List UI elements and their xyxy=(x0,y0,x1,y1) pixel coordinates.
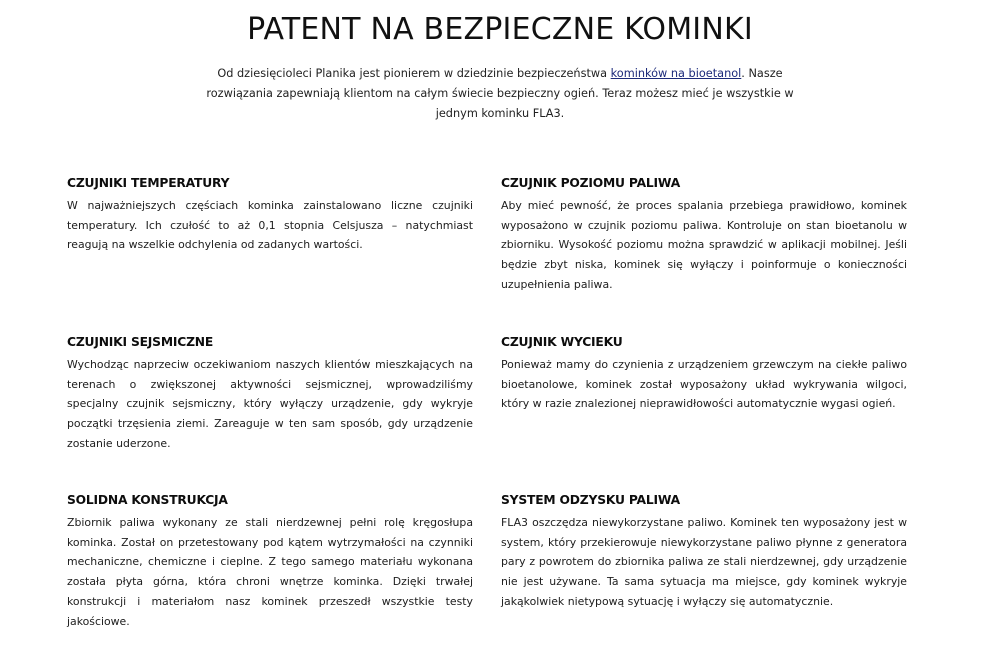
section-heading: CZUJNIKI TEMPERATURY xyxy=(67,176,230,190)
section-heading: SOLIDNA KONSTRUKCJA xyxy=(67,493,228,507)
section-temperature-sensors xyxy=(67,176,473,255)
section-text: Aby mieć pewność, że proces spalania przebiega prawidłowo, kominek wyposażono w czujnik poziomu paliwa. Kontroluje on stan bioetanolu w zbiorniku. Wysokość poziomu można sprawdzić w aplikacji mobilnej. Jeśli będzie zbyt niska, kominek się wyłączy i poinformuje o konieczności uzupełnienia paliwa. xyxy=(501,199,907,291)
intro-paragraph xyxy=(200,64,800,124)
section-text: Wychodząc naprzeciw oczekiwaniom naszych klientów mieszkających na terenach o zwiększonej aktywności sejsmicznej, wprowadziliśmy specjalny czujnik sejsmiczny, który wyłączy urządzenie, gdy wykryje początki trzęsienia ziemi. Zareaguje w ten sam sposób, gdy urządzenie zostanie uderzone. xyxy=(67,358,473,450)
page-title: PATENT NA BEZPIECZNE KOMINKI xyxy=(247,12,753,47)
section-text: W najważniejszych częściach kominka zainstalowano liczne czujniki temperatury. Ich czułość to aż 0,1 stopnia Celsjusza – natychmiast reagują na wszelkie odchylenia od zadanych wartości. xyxy=(67,199,473,252)
section-heading: CZUJNIK WYCIEKU xyxy=(501,335,623,349)
section-text: Ponieważ mamy do czynienia z urządzeniem grzewczym na ciekłe paliwo bioetanolowe, kominek został wyposażony układ wykrywania wilgoci, który w razie znalezionej nieprawidłowości automatycznie wygasi ogień. xyxy=(501,358,907,411)
intro-text-end: . Nasze rozwiązania zapewniają klientom na całym świecie bezpieczny ogień. Teraz możesz mieć je wszystkie w jednym kominku FLA3. xyxy=(206,67,794,120)
section-text: FLA3 oszczędza niewykorzystane paliwo. Kominek ten wyposażony jest w system, który przekierowuje niewykorzystane paliwo płynne z generatora pary z powrotem do zbiornika paliwa ze stali nierdzewnej, gdy urządzenie nie jest używane. Ta sama sytuacja ma miejsce, gdy kominek wykryje jakąkolwiek nietypową sytuację i wyłączy się automatycznie. xyxy=(501,516,907,608)
section-leak-sensor xyxy=(501,335,907,414)
section-seismic-sensors xyxy=(67,335,473,454)
intro-text-start: Od dziesięcioleci Planika jest pionierem w dziedzinie bezpieczeństwa xyxy=(217,67,611,80)
section-text: Zbiornik paliwa wykonany ze stali nierdzewnej pełni rolę kręgosłupa kominka. Został on przetestowany pod kątem wytrzymałości na czynniki mechaniczne, chemiczne i cieplne. Z tego samego materiału wykonana została płyta górna, która chroni wnętrze kominka. Dzięki trwałej konstrukcji i materiałom nasz kominek przeszedł wszystkie testy jakościowe. xyxy=(67,516,473,628)
bioethanol-fireplaces-link[interactable]: kominków na bioetanol xyxy=(610,67,742,80)
section-fuel-recovery-system xyxy=(501,493,907,612)
section-solid-construction xyxy=(67,493,473,631)
section-heading: CZUJNIK POZIOMU PALIWA xyxy=(501,176,681,190)
section-heading: CZUJNIKI SEJSMICZNE xyxy=(67,335,214,349)
section-heading: SYSTEM ODZYSKU PALIWA xyxy=(501,493,680,507)
section-fuel-level-sensor xyxy=(501,176,907,295)
